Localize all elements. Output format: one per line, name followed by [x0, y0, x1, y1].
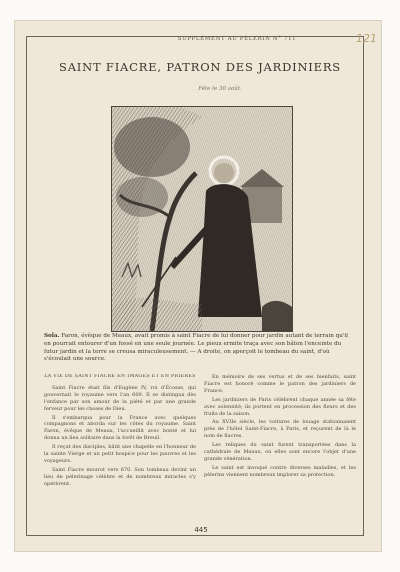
- paragraph: Au XVIIe siècle, les voitures de louage stationnaient près de l'hôtel Saint-Fiacre, à Paris, et reçurent de là le nom de fiacres.: [204, 419, 356, 440]
- paragraph: Saint Fiacre mourut vers 670. Son tombeau devint un lieu de pèlerinage célèbre et de nombreux miracles s'y opérèrent.: [44, 466, 196, 487]
- article-body: [44, 374, 356, 516]
- paragraph: Le saint est invoqué contre diverses maladies, et les pèlerins viennent nombreux implorer sa protection.: [204, 464, 356, 478]
- saint-fiacre-engraving: [111, 106, 293, 332]
- paragraph: Les jardiniers de Paris célèbrent chaque année sa fête avec solennité; ils portent en procession des fleurs et des fruits de la saison.: [204, 396, 356, 417]
- engraving-caption: [44, 333, 356, 364]
- left-column-heading: LA VIE DE SAINT FIACRE EN IMAGES ET EN PRIÈRES: [44, 374, 196, 379]
- paragraph: Les reliques du saint furent transportées dans la cathédrale de Meaux, où elles sont encore l'objet d'une grande vénération.: [204, 442, 356, 462]
- page-number: 445: [194, 526, 208, 534]
- engraving-image: [112, 107, 292, 331]
- supplement-header: SUPPLÉMENT AU PÈLERIN N° 711: [177, 36, 297, 42]
- left-column: [44, 374, 196, 516]
- article-title: SAINT FIACRE, PATRON DES JARDINIERS: [59, 60, 341, 74]
- caption-lead: Sola.: [44, 333, 60, 339]
- paragraph: Il reçut des disciples, bâtit une chapelle en l'honneur de la sainte Vierge et un petit hospice pour les pauvres et les voyageurs.: [44, 444, 196, 464]
- caption-text: Faron, évêque de Meaux, avait promis à saint Fiacre de lui donner pour jardin autant de terrain qu'il en pourrait entourer d'un fossé en une seule journée. Le pieux ermite traça avec son bâton l'enceinte du futur jardin et la terre se creusa miraculeusement. — A droite, on aperçoit le tombeau du saint, d'où s'écoulait une source.: [44, 333, 348, 363]
- paragraph: En mémoire de ses vertus et de ses bienfaits, saint Fiacre est honoré comme le patron des jardiniers de France.: [204, 374, 356, 394]
- feast-date-subtitle: Fête le 30 août.: [198, 86, 242, 92]
- paragraph: Saint Fiacre était fils d'Eugène IV, roi d'Écosse, qui gouvernait le royaume vers l'an 600. Il se distingua dès l'enfance par son amour de la piété et par une grande ferveur pour les choses de Dieu.: [44, 384, 196, 412]
- paragraph: Il s'embarqua pour la France avec quelques compagnons et aborda sur les côtes du royaume. Saint Faron, évêque de Meaux, l'accueillit avec bonté et lui donna un lieu solitaire dans la forêt de Breuil.: [44, 414, 196, 442]
- right-column: [204, 374, 356, 516]
- handwritten-folio-number: 121: [356, 32, 377, 45]
